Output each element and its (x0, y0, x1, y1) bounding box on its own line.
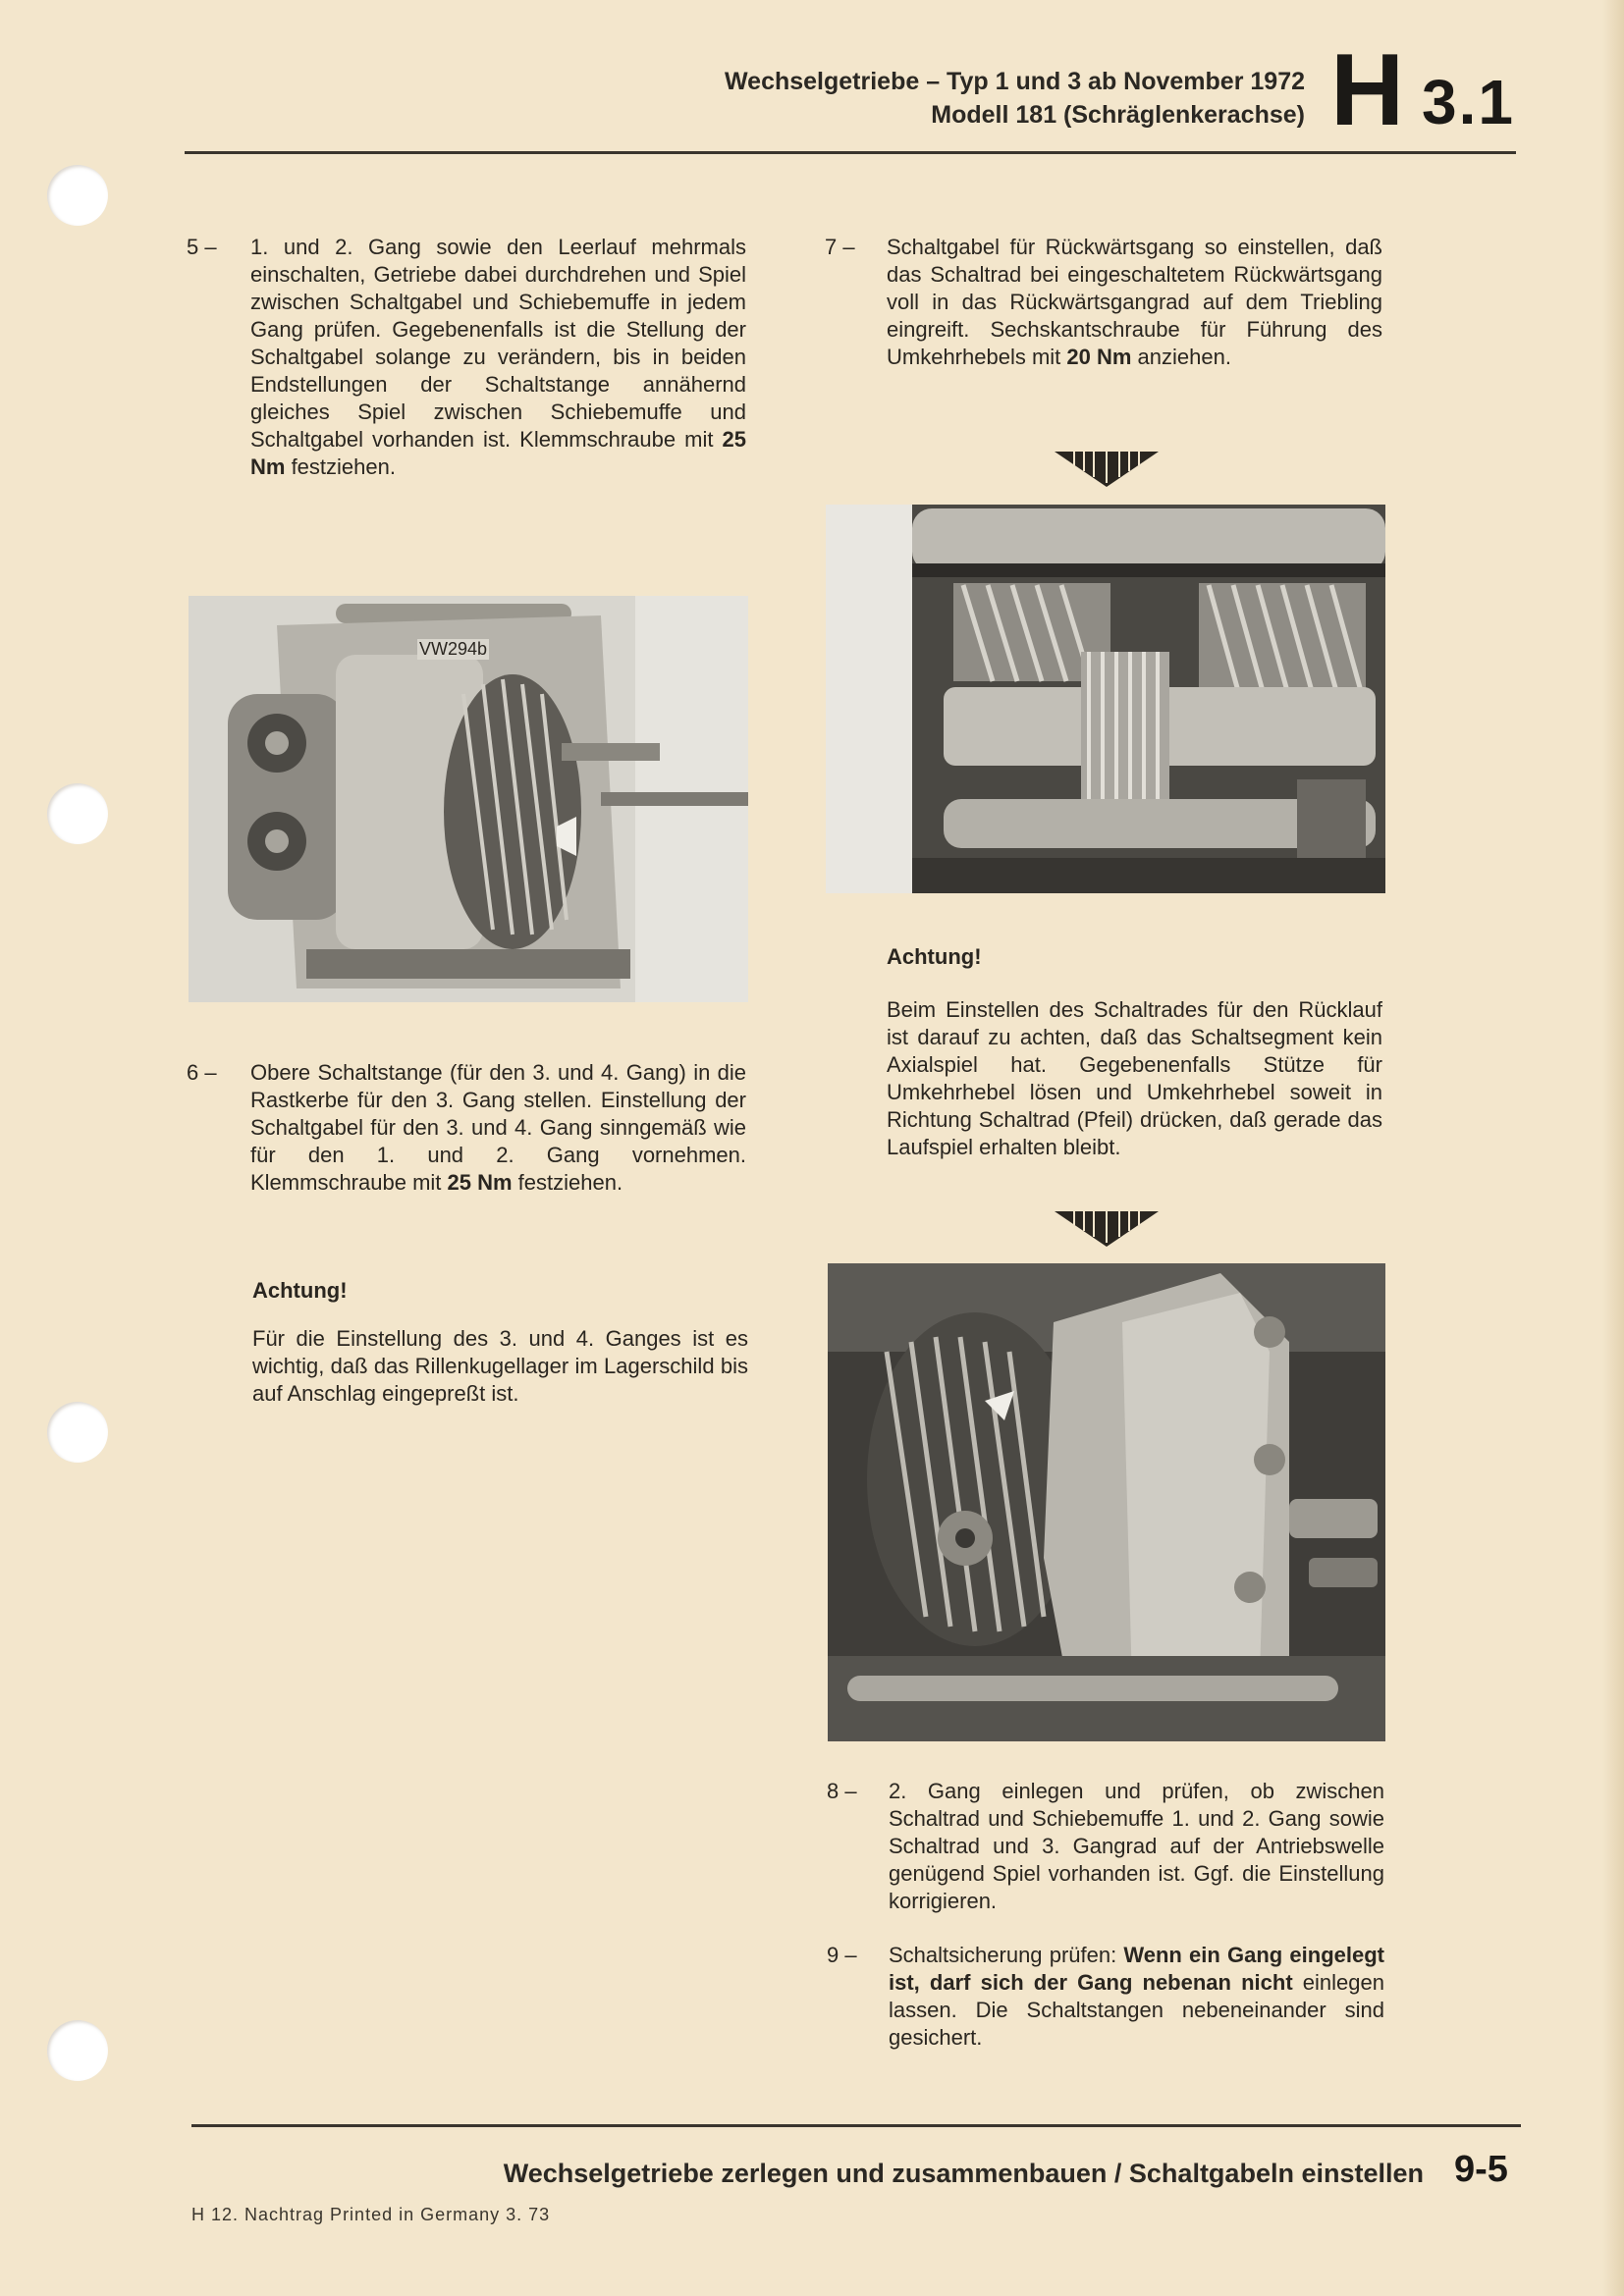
footer-title: Wechselgetriebe zerlegen und zusammenbauen / Schaltgabeln einstellen (503, 2159, 1424, 2188)
gearbox-photo-reverse-lever (828, 1263, 1385, 1741)
step-7-number: 7 – (825, 235, 855, 259)
step-6-text: Obere Schaltstange (für den 3. und 4. Gang) in die Rastkerbe für den 3. Gang stellen. Einstellung der Schaltgabel für den 3. und 4. Gang sinngemäß wie für den 1. und 2. Gang vornehmen. Klemmschraube mit 25 Nm festziehen. (250, 1060, 746, 1195)
header-title-line1: Wechselgetriebe – Typ 1 und 3 ab November 1972 (725, 68, 1305, 95)
footer-rule (191, 2124, 1521, 2127)
punch-hole (47, 165, 108, 226)
note-right-text: Beim Einstellen des Schaltrades für den Rücklauf ist darauf zu achten, daß das Schaltsegment kein Axialspiel hat. Gegebenenfalls Stütze für Umkehrhebel lösen und Umkehrhebel soweit in Richtung Schaltrad (Pfeil) drücken, daß gerade das Laufspiel erhalten bleibt. (887, 997, 1382, 1159)
image-reference-label: VW294b (419, 639, 488, 659)
section-number: 3.1 (1422, 67, 1515, 137)
step-7-text: Schaltgabel für Rückwärtsgang so einstellen, daß das Schaltrad bei eingeschaltetem Rückwärtsgang voll in das Rückwärtsgangrad auf dem Triebling eingreift. Sechskantschraube für Führung des Umkehrhebels mit 20 Nm anziehen. (887, 235, 1382, 369)
punch-hole (47, 783, 108, 844)
step-7-torque: 20 Nm (1066, 345, 1132, 369)
step-6-number: 6 – (187, 1060, 217, 1085)
step-9-bold-text: Wenn ein Gang eingelegt ist, darf sich der Gang nebenan nicht (889, 1943, 1384, 1995)
punch-hole (47, 2020, 108, 2081)
section-letter: H (1330, 33, 1405, 147)
header-rule (185, 151, 1516, 154)
note-left-text: Für die Einstellung des 3. und 4. Ganges ist es wichtig, daß das Rillenkugellager im Lagerschild bis auf Anschlag eingepreßt ist. (252, 1326, 748, 1406)
note-left-heading: Achtung! (252, 1278, 348, 1303)
step-5-text: 1. und 2. Gang sowie den Leerlauf mehrmals einschalten, Getriebe dabei durchdrehen und Spiel zwischen Schaltgabel und Schiebemuffe in jedem Gang prüfen. Gegebenenfalls ist die Stellung der Schaltgabel solange zu verändern, bis in beiden Endstellungen der Schaltstange annähernd gleiches Spiel zwischen Schiebemuffe und Schaltgabel vorhanden ist. Klemmschraube mit 25 Nm festziehen. (250, 235, 746, 479)
step-6-torque: 25 Nm (447, 1170, 513, 1195)
arrow-down-icon (1055, 1207, 1159, 1247)
step-9-number: 9 – (827, 1943, 857, 1967)
header-title (725, 65, 1305, 132)
step-5-number: 5 – (187, 235, 217, 259)
punch-hole (47, 1402, 108, 1463)
header-title-line2: Modell 181 (Schräglenkerachse) (931, 101, 1305, 129)
step-5-torque: 25 Nm (250, 427, 746, 479)
page-edge-shadow (1602, 0, 1624, 2296)
gearbox-photo-reverse-gear (826, 505, 1385, 893)
arrow-down-icon (1055, 448, 1159, 487)
note-right-heading: Achtung! (887, 944, 982, 969)
page-number: 9-5 (1454, 2149, 1508, 2190)
step-8-text: 2. Gang einlegen und prüfen, ob zwischen Schaltrad und Schiebemuffe 1. und 2. Gang sowie Schaltrad und 3. Gangrad auf der Antriebswelle genügend Spiel vorhanden ist. Ggf. die Einstellung korrigieren. (889, 1779, 1384, 1913)
step-8-number: 8 – (827, 1779, 857, 1803)
print-note: H 12. Nachtrag Printed in Germany 3. 73 (191, 2205, 551, 2224)
step-9-text: Schaltsicherung prüfen: Wenn ein Gang eingelegt ist, darf sich der Gang nebenan nicht einlegen lassen. Die Schaltstangen nebeneinander sind gesichert. (889, 1943, 1384, 2050)
